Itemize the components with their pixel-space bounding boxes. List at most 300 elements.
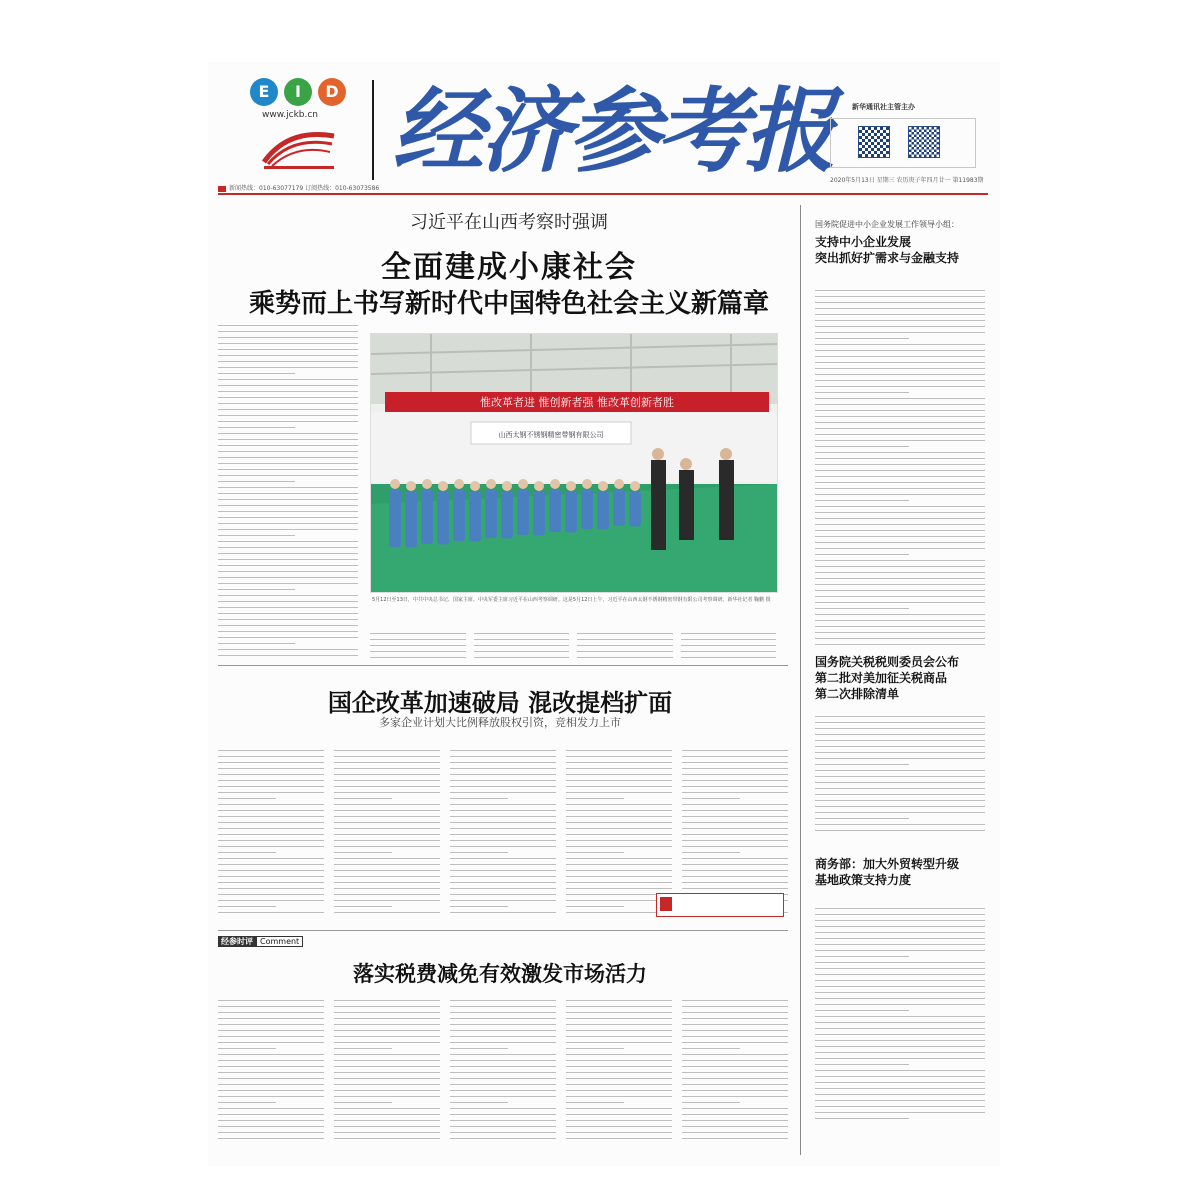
text-line <box>218 1048 276 1049</box>
comment-headline: 落实税费减免有效激发市场活力 <box>353 961 647 986</box>
text-line <box>815 536 985 537</box>
text-line <box>815 452 985 453</box>
text-line <box>682 888 788 889</box>
text-line <box>815 980 985 981</box>
worker-head <box>406 481 416 491</box>
worker-figure <box>405 491 417 548</box>
text-line <box>815 926 985 927</box>
text-line <box>334 1054 440 1055</box>
text-line <box>566 1090 672 1091</box>
text-line <box>334 1096 440 1097</box>
text-line <box>334 882 440 883</box>
text-line <box>218 427 295 428</box>
text-line <box>218 750 324 751</box>
text-line <box>218 619 358 620</box>
text-line <box>334 786 440 787</box>
text-line <box>218 816 324 817</box>
text-line <box>450 762 556 763</box>
text-line <box>682 756 788 757</box>
text-line <box>218 1120 324 1121</box>
text-line <box>218 1078 324 1079</box>
text-line <box>566 1120 672 1121</box>
text-line <box>815 428 985 429</box>
text-line <box>566 1138 672 1139</box>
worker-figure <box>613 489 625 526</box>
text-line <box>450 810 556 811</box>
text-line <box>815 788 985 789</box>
text-line <box>815 920 985 921</box>
text-line <box>218 529 358 530</box>
emblem-icon <box>258 126 340 170</box>
text-line <box>218 355 358 356</box>
worker-figure <box>389 489 401 547</box>
text-line <box>815 1022 985 1023</box>
text-line <box>682 798 740 799</box>
text-line <box>334 840 440 841</box>
text-line <box>815 746 985 747</box>
text-line <box>334 1102 392 1103</box>
text-line <box>334 1138 440 1139</box>
text-line <box>450 912 556 913</box>
text-line <box>218 433 358 434</box>
text-line <box>682 876 788 877</box>
site-url: www.jckb.cn <box>262 110 319 120</box>
official-head <box>652 448 664 460</box>
worker-head <box>438 481 448 491</box>
text-line <box>815 722 985 723</box>
text-line <box>370 651 466 652</box>
text-line <box>218 649 358 650</box>
text-line <box>218 834 324 835</box>
text-line <box>566 792 672 793</box>
text-line <box>218 1060 324 1061</box>
text-line <box>815 338 909 339</box>
text-line <box>218 1036 324 1037</box>
text-line <box>566 1012 672 1013</box>
text-line <box>218 343 358 344</box>
text-line <box>218 774 324 775</box>
text-line <box>218 385 358 386</box>
text-line <box>815 1082 985 1083</box>
text-line <box>450 1024 556 1025</box>
section-rule <box>218 930 788 931</box>
text-line <box>450 840 556 841</box>
text-line <box>815 794 985 795</box>
text-line <box>566 1102 624 1103</box>
text-line <box>815 620 985 621</box>
text-line <box>815 1046 985 1047</box>
text-line <box>218 625 358 626</box>
text-line <box>450 1078 556 1079</box>
text-line <box>815 770 985 771</box>
text-line <box>815 314 985 315</box>
text-column <box>815 290 985 650</box>
text-line <box>682 1000 788 1001</box>
right-headline-2-line: 第二批对美加征关税商品 <box>815 671 948 685</box>
text-line <box>334 792 440 793</box>
text-line <box>566 750 672 751</box>
text-line <box>815 302 985 303</box>
text-line <box>218 451 358 452</box>
worker-head <box>630 481 640 491</box>
text-line <box>450 1084 556 1085</box>
text-column <box>218 325 358 661</box>
text-line <box>450 1126 556 1127</box>
worker-head <box>470 481 480 491</box>
text-line <box>218 379 358 380</box>
text-line <box>566 1078 672 1079</box>
text-line <box>682 1096 788 1097</box>
text-line <box>815 602 985 603</box>
text-line <box>815 962 985 963</box>
text-line <box>218 589 295 590</box>
right-headline-1-line: 突出抓好扩需求与金融支持 <box>815 251 960 265</box>
text-line <box>450 1132 556 1133</box>
text-line <box>218 655 358 656</box>
text-line <box>218 1108 324 1109</box>
right-headline-2-line: 第二次排除清单 <box>815 687 900 701</box>
text-line <box>218 475 358 476</box>
text-line <box>334 852 392 853</box>
text-line <box>334 870 440 871</box>
text-line <box>450 852 508 853</box>
text-line <box>815 350 985 351</box>
text-line <box>566 1132 672 1133</box>
text-line <box>566 756 672 757</box>
worker-figure <box>517 489 529 535</box>
text-column <box>334 750 440 918</box>
text-line <box>450 1000 556 1001</box>
text-line <box>218 577 358 578</box>
text-line <box>815 386 985 387</box>
text-line <box>218 912 324 913</box>
text-line <box>682 864 788 865</box>
text-line <box>815 320 985 321</box>
text-line <box>334 798 392 799</box>
text-line <box>334 1090 440 1091</box>
text-line <box>682 792 788 793</box>
second-deck: 多家企业计划大比例释放股权引资，竞相发力上市 <box>379 716 621 729</box>
text-line <box>682 852 740 853</box>
text-line <box>682 1054 788 1055</box>
text-line <box>334 828 440 829</box>
text-line <box>450 1060 556 1061</box>
right-headline-3-line: 商务部：加大外贸转型升级 <box>815 857 960 871</box>
text-line <box>682 786 788 787</box>
masthead-title: 经济参考报 <box>392 77 833 185</box>
worker-head <box>454 479 464 489</box>
text-line <box>218 421 358 422</box>
text-line <box>218 1024 324 1025</box>
worker-head <box>614 479 624 489</box>
text-line <box>218 852 276 853</box>
text-line <box>450 1030 556 1031</box>
text-line <box>815 290 985 291</box>
text-line <box>450 1108 556 1109</box>
worker-head <box>486 479 496 489</box>
text-line <box>334 858 440 859</box>
text-line <box>218 1102 276 1103</box>
worker-head <box>390 479 400 489</box>
text-line <box>815 914 985 915</box>
text-line <box>334 810 440 811</box>
text-column <box>218 1000 324 1144</box>
text-line <box>370 657 466 658</box>
text-column <box>474 633 570 663</box>
text-line <box>450 900 556 901</box>
text-line <box>450 828 556 829</box>
text-line <box>334 894 440 895</box>
worker-figure <box>629 491 641 527</box>
right-column-divider <box>800 205 801 1155</box>
text-line <box>566 1036 672 1037</box>
lead-subheadline: 乘势而上书写新时代中国特色社会主义新篇章 <box>248 289 769 319</box>
text-line <box>682 1042 788 1043</box>
worker-head <box>598 481 608 491</box>
text-line <box>682 774 788 775</box>
text-line <box>334 1000 440 1001</box>
photo-caption: 5月12日至13日，中共中央总书记、国家主席、中央军委主席习近平在山西考察调研。这是5月12日上午，习近平在山西太钢不锈钢精密带钢有限公司考察调研。新华社记者 鞠鹏 摄 <box>372 597 771 603</box>
text-line <box>450 792 556 793</box>
text-line <box>815 1010 909 1011</box>
text-line <box>815 542 985 543</box>
text-line <box>450 1072 556 1073</box>
text-line <box>566 1018 672 1019</box>
text-line <box>218 864 324 865</box>
worker-figure <box>437 491 449 545</box>
text-line <box>566 876 672 877</box>
text-line <box>218 595 358 596</box>
right-headline-3 <box>815 856 959 888</box>
text-line <box>450 816 556 817</box>
text-line <box>682 1132 788 1133</box>
text-line <box>815 362 985 363</box>
worker-head <box>582 479 592 489</box>
text-line <box>218 547 358 548</box>
qr-panel <box>830 118 976 168</box>
text-line <box>334 1036 440 1037</box>
text-line <box>682 810 788 811</box>
text-column <box>334 1000 440 1144</box>
text-line <box>682 822 788 823</box>
text-line <box>682 840 788 841</box>
text-line <box>218 445 358 446</box>
text-line <box>218 1012 324 1013</box>
text-line <box>566 858 672 859</box>
text-line <box>682 1012 788 1013</box>
text-line <box>815 626 985 627</box>
official-figure <box>651 460 666 550</box>
text-line <box>815 518 985 519</box>
text-line <box>815 590 985 591</box>
text-line <box>334 1012 440 1013</box>
text-line <box>218 1066 324 1067</box>
worker-figure <box>421 489 433 544</box>
text-line <box>450 756 556 757</box>
text-line <box>218 900 324 901</box>
text-line <box>566 1096 672 1097</box>
text-line <box>815 1034 985 1035</box>
text-line <box>682 1024 788 1025</box>
text-line <box>815 800 985 801</box>
text-line <box>682 1036 788 1037</box>
text-line <box>815 644 985 645</box>
text-line <box>218 846 324 847</box>
text-line <box>218 499 358 500</box>
text-line <box>218 325 358 326</box>
text-line <box>474 645 570 646</box>
text-column <box>566 1000 672 1144</box>
text-line <box>218 583 358 584</box>
text-line <box>334 750 440 751</box>
text-line <box>334 822 440 823</box>
text-line <box>218 373 295 374</box>
text-line <box>334 1078 440 1079</box>
text-line <box>334 1066 440 1067</box>
text-line <box>566 1024 672 1025</box>
text-line <box>334 1060 440 1061</box>
text-line <box>682 1060 788 1061</box>
text-line <box>815 716 985 717</box>
text-line <box>815 740 985 741</box>
text-line <box>334 1132 440 1133</box>
text-line <box>815 824 985 825</box>
text-column <box>450 1000 556 1144</box>
text-line <box>334 900 440 901</box>
qr-code-icon <box>858 126 890 158</box>
text-line <box>815 356 985 357</box>
text-line <box>218 541 358 542</box>
text-line <box>218 337 358 338</box>
text-line <box>566 846 672 847</box>
text-line <box>218 409 358 410</box>
text-line <box>566 780 672 781</box>
text-line <box>218 762 324 763</box>
eid-logo <box>250 78 346 106</box>
text-line <box>450 786 556 787</box>
official-figure <box>679 470 694 540</box>
text-line <box>815 512 985 513</box>
text-line <box>334 876 440 877</box>
promo-icon <box>660 897 672 911</box>
text-line <box>218 1000 324 1001</box>
text-line <box>218 822 324 823</box>
text-line <box>815 380 985 381</box>
text-line <box>566 1006 672 1007</box>
text-line <box>566 786 672 787</box>
text-line <box>218 888 324 889</box>
text-line <box>815 638 985 639</box>
text-line <box>218 768 324 769</box>
text-line <box>815 500 909 501</box>
text-line <box>815 632 985 633</box>
text-line <box>218 469 358 470</box>
text-line <box>815 1100 985 1101</box>
right-headline-1 <box>815 234 959 266</box>
text-line <box>815 764 909 765</box>
text-line <box>450 780 556 781</box>
text-line <box>566 1114 672 1115</box>
text-line <box>815 758 985 759</box>
text-line <box>566 798 624 799</box>
text-line <box>474 639 570 640</box>
text-line <box>218 367 358 368</box>
worker-figure <box>549 489 561 532</box>
text-line <box>815 548 985 549</box>
text-line <box>815 752 985 753</box>
date-line: 2020年5月13日 星期三 农历庚子年四月廿一 第11983期 <box>830 177 984 184</box>
text-line <box>218 894 324 895</box>
text-line <box>450 906 508 907</box>
text-line <box>566 888 672 889</box>
text-line <box>566 1060 672 1061</box>
text-line <box>334 1024 440 1025</box>
worker-figure <box>501 491 513 539</box>
text-line <box>815 392 909 393</box>
worker-figure <box>485 489 497 538</box>
text-line <box>566 1042 672 1043</box>
text-line <box>450 894 556 895</box>
text-line <box>682 1078 788 1079</box>
text-line <box>815 404 985 405</box>
text-line <box>682 834 788 835</box>
text-line <box>815 998 985 999</box>
text-line <box>566 1054 672 1055</box>
text-line <box>334 1072 440 1073</box>
text-line <box>815 950 985 951</box>
lead-kicker: 习近平在山西考察时强调 <box>410 212 608 233</box>
right-kicker: 国务院促进中小企业发展工作领导小组： <box>815 220 959 229</box>
text-column <box>577 633 673 663</box>
text-line <box>450 1036 556 1037</box>
text-line <box>815 956 909 957</box>
worker-head <box>550 479 560 489</box>
text-line <box>815 470 985 471</box>
text-line <box>334 1018 440 1019</box>
lead-photo <box>370 333 778 593</box>
text-line <box>218 792 324 793</box>
text-line <box>450 1042 556 1043</box>
official-head <box>680 458 692 470</box>
text-line <box>566 864 672 865</box>
text-line <box>218 523 358 524</box>
text-line <box>682 1120 788 1121</box>
text-line <box>566 1108 672 1109</box>
text-line <box>334 906 392 907</box>
worker-figure <box>597 491 609 530</box>
text-line <box>682 1018 788 1019</box>
text-line <box>450 870 556 871</box>
text-line <box>566 828 672 829</box>
text-line <box>682 1090 788 1091</box>
text-line <box>218 487 358 488</box>
text-line <box>681 651 777 652</box>
text-column <box>218 750 324 918</box>
worker-head <box>502 481 512 491</box>
text-line <box>218 1042 324 1043</box>
text-line <box>815 554 909 555</box>
text-line <box>334 846 440 847</box>
text-line <box>682 1072 788 1073</box>
worker-figure <box>565 491 577 533</box>
comment-label <box>218 936 303 947</box>
text-line <box>682 1006 788 1007</box>
text-line <box>218 643 295 644</box>
text-line <box>450 846 556 847</box>
text-line <box>218 511 358 512</box>
text-line <box>681 645 777 646</box>
text-line <box>218 1138 324 1139</box>
